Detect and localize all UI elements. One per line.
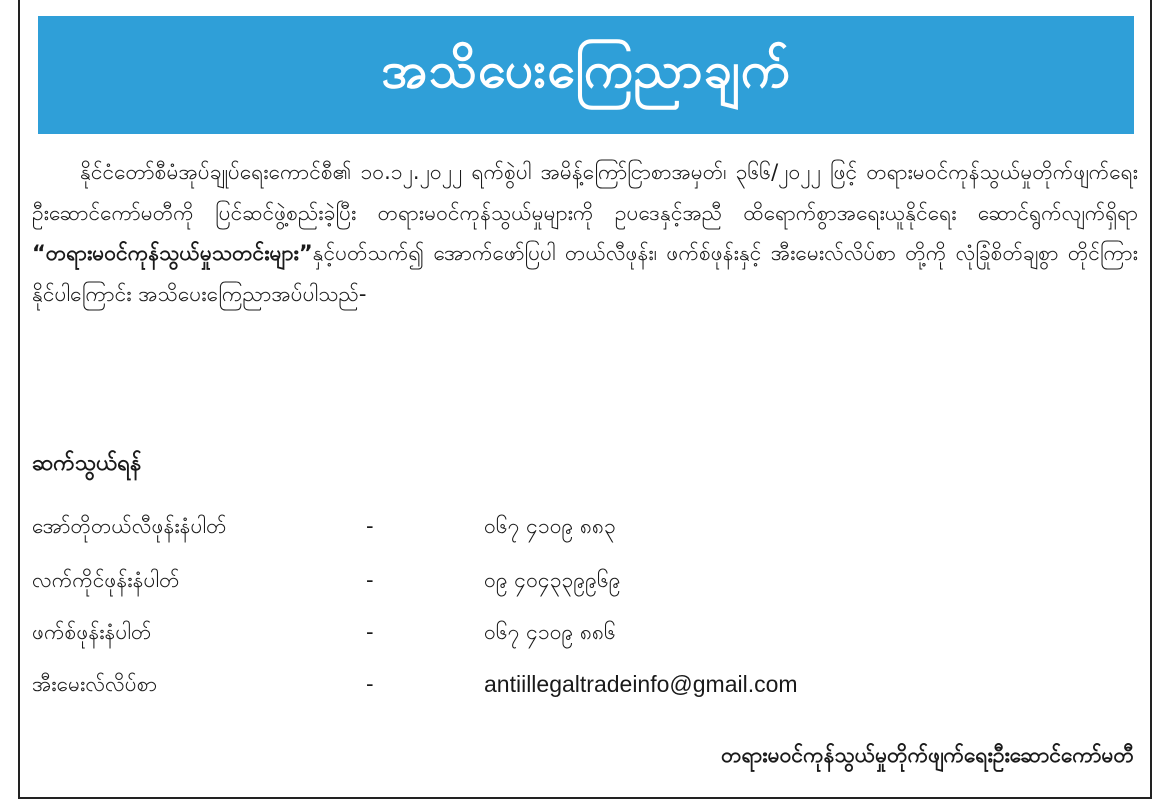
committee-signature: တရားမဝင်ကုန်သွယ်မှုတိုက်ဖျက်ရေးဦးဆောင်ကော်မတီ: [721, 743, 1134, 767]
contact-value: ၀၆၇ ၄၁၀၉ ၈၈၃: [484, 514, 616, 538]
contact-value: ၀၉ ၄၀၄၃၃၉၉၆၉: [484, 568, 621, 592]
paragraph-part2: နှင့်ပတ်သက်၍ အောက်ဖော်ပြပါ တယ်လီဖုန်း၊ ဖက်စ်ဖုန်းနှင့် အီးမေးလ်လိပ်စာ တို့ကို လုံခြုံစိတ်ချစွာ တိုင်ကြားနိုင်ပါကြောင်း အသိပေးကြေညာအပ်ပါသည်-: [32, 241, 1138, 306]
notice-paragraph: [32, 152, 1138, 314]
contact-label: အီးမေးလ်လိပ်စာ: [32, 672, 158, 696]
contact-row-mobile: [32, 562, 1132, 598]
contact-label: အော်တိုတယ်လီဖုန်းနံပါတ်: [32, 514, 227, 538]
paragraph-part1: နိုင်ငံတော်စီမံအုပ်ချုပ်ရေးကောင်စီ၏ ၁၀.၁၂.၂၀၂၂ ရက်စွဲပါ အမိန့်ကြော်ငြာစာအမှတ်၊ ၃၆၆/၂၀၂၂ ဖြင့် တရားမဝင်ကုန်သွယ်မှုတိုက်ဖျက်ရေးဦးဆောင်ကော်မတီကို ပြင်ဆင်ဖွဲ့စည်းခဲ့ပြီး တရားမဝင်ကုန်သွယ်မှုများကို ဥပဒေနှင့်အညီ ထိရောက်စွာအရေးယူနိုင်ရေး ဆောင်ရွက်လျက်ရှိရာ: [32, 160, 1138, 225]
title-banner: [38, 16, 1134, 134]
paragraph-bold: “တရားမဝင်ကုန်သွယ်မှုသတင်းများ”: [32, 241, 313, 265]
contact-heading: ဆက်သွယ်ရန်: [32, 451, 142, 476]
contact-dash: -: [366, 514, 374, 538]
contact-dash: -: [366, 620, 374, 644]
contact-row-auto-phone: [32, 508, 1132, 544]
contact-label: လက်ကိုင်ဖုန်းနံပါတ်: [32, 568, 180, 592]
notice-title: အသိပေးကြေညာချက်: [381, 40, 791, 99]
contact-value: ၀၆၇ ၄၁၀၉ ၈၈၆: [484, 620, 616, 644]
contact-row-fax: [32, 614, 1132, 650]
contact-row-email: [32, 666, 1132, 702]
contact-dash: -: [366, 568, 374, 592]
contact-label: ဖက်စ်ဖုန်းနံပါတ်: [32, 620, 152, 644]
email-address-link[interactable]: antiillegaltradeinfo@gmail.com: [484, 671, 798, 697]
contact-dash: -: [366, 672, 374, 696]
